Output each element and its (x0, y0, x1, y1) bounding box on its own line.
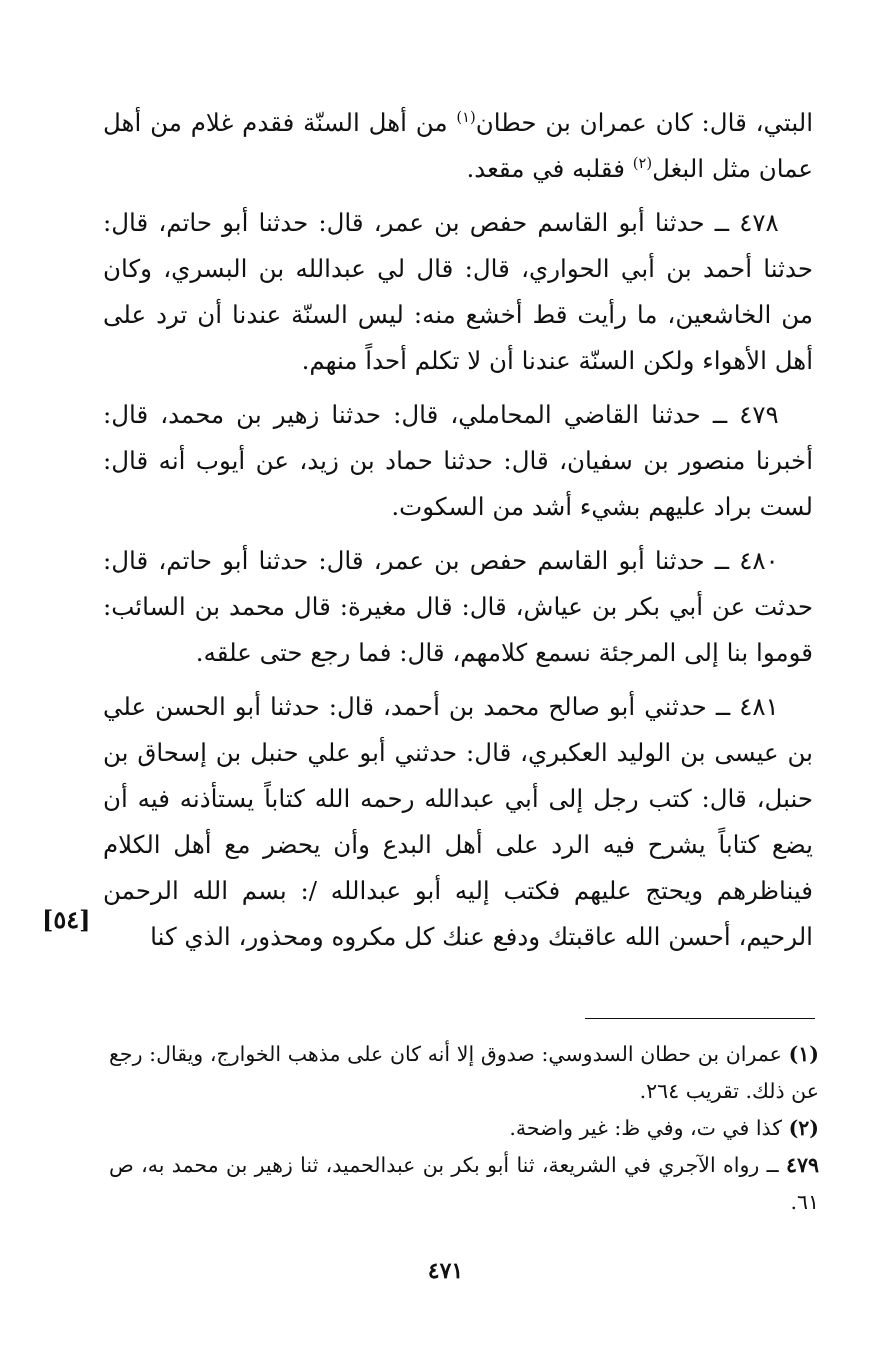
footnote-divider (585, 1018, 815, 1019)
footnote-text: ــ رواه الآجري في الشريعة، ثنا أبو بكر بن عبدالحميد، ثنا زهير بن محمد به، ص ٦١. (109, 1153, 819, 1214)
footnote-number: ٤٧٩ (785, 1153, 819, 1177)
footnotes (109, 1036, 819, 1221)
margin-page-marker: [٥٤] (42, 905, 91, 934)
paragraph-478: ٤٧٨ ــ حدثنا أبو القاسم حفص بن عمر، قال: حدثنا أبو حاتم، قال: حدثنا أحمد بن أبي الحواري، قال: قال لي عبدالله بن البسري، وكان من الخاشعين، ما رأيت قط أخشع منه: ليس السنّة عندنا أن ترد على أهل الأهواء ولكن السنّة عندنا أن لا تكلم أحداً منهم. (103, 208, 813, 375)
text-run: البتي، قال: كان عمران بن حطان (475, 108, 814, 137)
paragraph-480: ٤٨٠ ــ حدثنا أبو القاسم حفص بن عمر، قال: حدثنا أبو حاتم، قال: حدثت عن أبي بكر بن عياش، قال: قال مغيرة: قال محمد بن السائب: قوموا بنا إلى المرجئة نسمع كلامهم، قال: فما رجع حتى علقه. (103, 546, 813, 667)
footnote-1 (109, 1036, 819, 1110)
text-run: فقلبه في مقعد. (466, 154, 633, 183)
paragraph-continuation (103, 100, 813, 192)
footnote-number: (١) (788, 1042, 819, 1066)
footnote-ref-2[interactable]: (٢) (632, 154, 653, 172)
paragraph-481: ٤٨١ ــ حدثني أبو صالح محمد بن أحمد، قال: حدثنا أبو الحسن علي بن عيسى بن الوليد العكبري، قال: حدثني أبو علي حنبل بن إسحاق بن حنبل، قال: كتب رجل إلى أبي عبدالله رحمه الله كتاباً يستأذنه فيه أن يضع كتاباً يشرح فيه الرد على أهل البدع وأن يحضر مع أهل الكلام فيناظرهم ويحتج عليهم فكتب إليه أبو عبدالله /: بسم الله الرحمن الرحيم، أحسن الله عاقبتك ودفع عنك كل مكروه ومحذور، الذي كنا (103, 692, 813, 951)
footnote-number: (٢) (788, 1116, 819, 1140)
main-text (103, 100, 813, 960)
page-number: ٤٧١ (427, 1258, 464, 1284)
footnote-ref-1[interactable]: (١) (456, 108, 476, 126)
text-run: من أهل السنّة فقدم غلام من أهل عمان مثل البغل (103, 108, 813, 183)
paragraph-479: ٤٧٩ ــ حدثنا القاضي المحاملي، قال: حدثنا زهير بن محمد، قال: أخبرنا منصور بن سفيان، قال: حدثنا حماد بن زيد، عن أيوب أنه قال: لست براد عليهم بشيء أشد من السكوت. (103, 400, 813, 521)
footnote-text: كذا في ت، وفي ظ: غير واضحة. (509, 1116, 789, 1140)
footnote-text: عمران بن حطان السدوسي: صدوق إلا أنه كان على مذهب الخوارج، ويقال: رجع عن ذلك. تقريب ٢٦٤. (109, 1042, 819, 1103)
footnote-3 (109, 1147, 819, 1221)
footnote-2 (109, 1110, 819, 1147)
